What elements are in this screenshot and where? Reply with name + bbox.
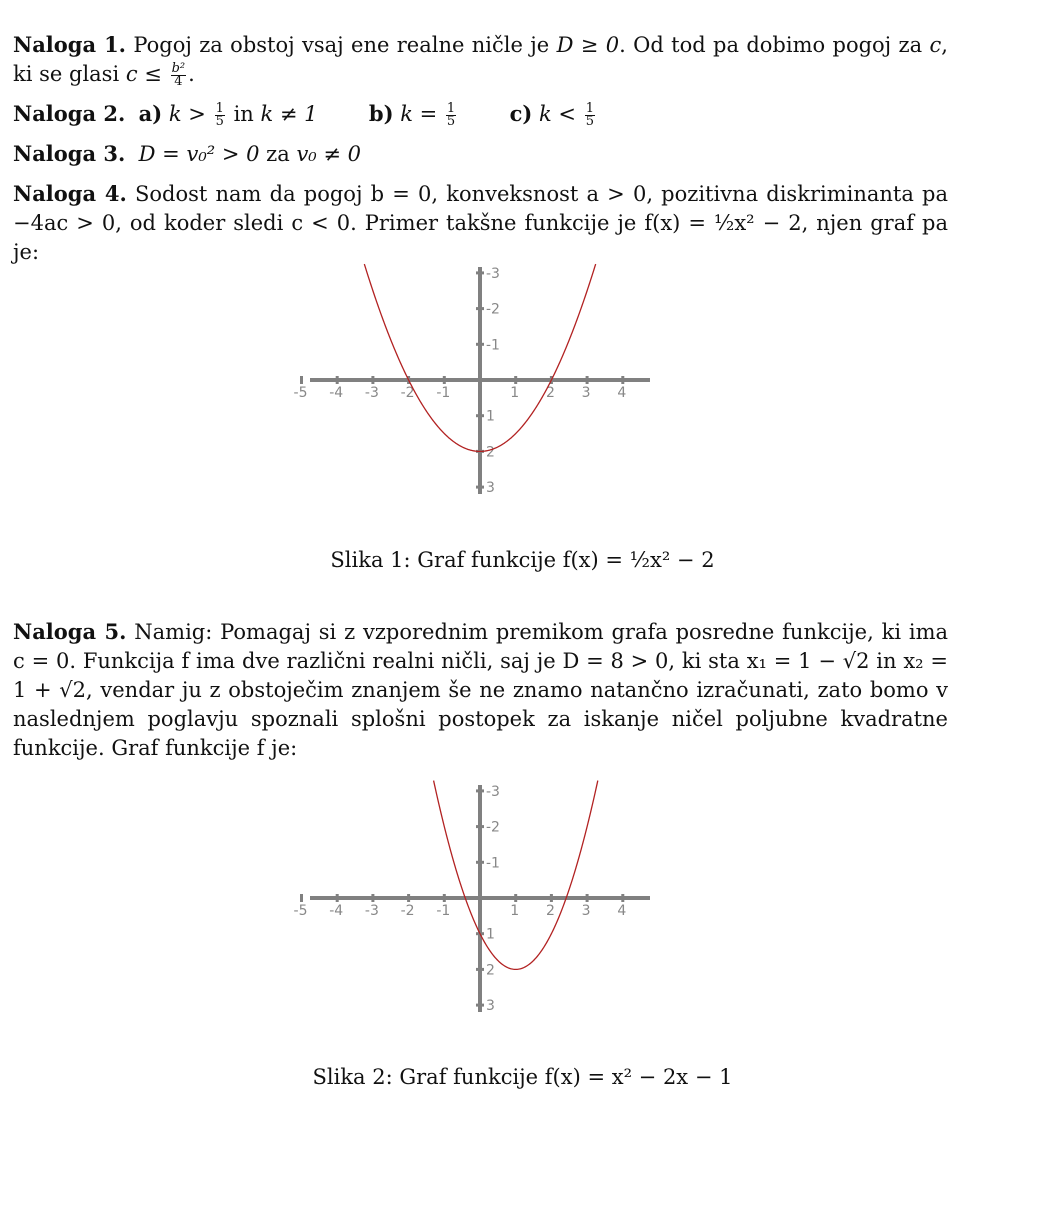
task-4-text: Sodost nam da pogoj b = 0, konveksnost a > 0, pozitivna diskriminanta pa −4ac > 0, od koder sledi c < 0. Primer takšne funkcije je f(x) = ½x² − 2, njen graf pa je: (13, 182, 948, 264)
task-4-label: Naloga 4. (13, 181, 127, 206)
task-2-b-fraction (446, 103, 456, 128)
x-tick-label: -2 (400, 903, 415, 919)
x-tick-label: 1 (510, 385, 520, 401)
task-1-math-c: c ≤ (125, 62, 162, 86)
task-1-fraction (171, 63, 187, 88)
task-2-a-fraction (215, 103, 225, 128)
x-tick-label: 1 (510, 903, 520, 919)
x-tick-label: -3 (364, 903, 379, 919)
task-3-label: Naloga 3. (13, 141, 126, 166)
task-1-math-b: c (929, 33, 942, 57)
x-tick-label: -5 (293, 385, 308, 401)
task-5-label: Naloga 5. (13, 619, 127, 644)
task-2-label: Naloga 2. (13, 101, 126, 126)
task-1-label: Naloga 1. (13, 32, 126, 57)
figure-1 (0, 262, 1045, 502)
y-tick-label: 2 (486, 962, 495, 979)
task-1-text-c: , ki se glasi (13, 33, 948, 86)
task-2-a-text: in (233, 102, 254, 126)
document-body (13, 30, 948, 277)
task-2-b-math: k = (400, 102, 438, 126)
figure-2 (0, 780, 1045, 1020)
x-tick-label: -2 (400, 385, 415, 401)
task-1 (13, 30, 948, 89)
task-2-c-label: c) (509, 101, 533, 126)
task-5 (13, 617, 948, 763)
y-tick-label: -2 (486, 301, 500, 318)
task-2-a-label: a) (138, 101, 163, 126)
task-2-b-den: 5 (446, 114, 456, 129)
y-tick-label: 1 (486, 408, 495, 425)
x-tick-label: 4 (617, 385, 627, 401)
x-tick-label: -5 (293, 903, 308, 919)
figure-1-plot (0, 262, 1045, 502)
x-tick-label: -4 (329, 903, 344, 919)
x-tick-label: 2 (545, 903, 555, 919)
y-tick-label: -3 (486, 783, 500, 800)
y-tick-label: -1 (486, 855, 500, 872)
task-2-c-fraction (585, 103, 595, 128)
task-1-text-d: . (188, 62, 195, 86)
function-curve (434, 781, 598, 970)
task-3-math2: v₀ ≠ 0 (296, 142, 362, 166)
x-tick-label: 2 (545, 385, 555, 401)
task-3-math: D = v₀² > 0 (138, 142, 260, 166)
x-tick-label: -1 (436, 903, 451, 919)
task-2-c-num: 1 (585, 101, 594, 116)
task-2-a-math: k > (168, 102, 206, 126)
task-2-a-num: 1 (215, 101, 224, 116)
x-tick-label: 4 (617, 903, 627, 919)
x-tick-label: -1 (436, 385, 451, 401)
task-3 (13, 139, 948, 169)
y-tick-label: 2 (486, 444, 495, 461)
y-tick-label: 3 (486, 480, 495, 497)
task-3-text: za (266, 142, 290, 166)
task-1-text-b: . Od tod pa dobimo pogoj za (619, 33, 923, 57)
task-2-c-math: k < (539, 102, 576, 126)
task-4 (13, 179, 948, 267)
figure-2-caption: Slika 2: Graf funkcije f(x) = x² − 2x − 1 (312, 1065, 733, 1089)
x-tick-label: -3 (364, 385, 379, 401)
task-2-c-den: 5 (585, 114, 594, 129)
figure-1-caption: Slika 1: Graf funkcije f(x) = ½x² − 2 (330, 548, 715, 572)
document-body-2 (13, 617, 948, 773)
task-1-math-a: D ≥ 0 (556, 33, 620, 57)
figure-2-plot (0, 780, 1045, 1020)
x-tick-label: 3 (581, 903, 591, 919)
y-tick-label: -1 (486, 337, 500, 354)
y-tick-label: -3 (486, 265, 500, 282)
task-2-a-den: 5 (215, 114, 224, 129)
task-2 (13, 99, 948, 129)
task-5-text: Namig: Pomagaj si z vzporednim premikom grafa posredne funkcije, ki ima c = 0. Funkcija f ima dve različni realni ničli, saj je D = 8 > 0, ki sta x₁ = 1 − √2 in x₂ = 1 + √2, vendar ju z obstoječim znanjem še ne znamo natančno izračunati, zato bomo v naslednjem poglavju spoznali splošni postopek za iskanje ničel poljubne kvadratne funkcije. Graf funkcije f je: (13, 620, 949, 760)
task-2-b-label: b) (368, 101, 394, 126)
x-tick-label: 3 (581, 385, 591, 401)
task-2-b-num: 1 (446, 101, 456, 116)
task-1-frac-num: b² (171, 61, 186, 76)
y-tick-label: 1 (486, 926, 495, 943)
task-2-a-math2: k ≠ 1 (260, 102, 318, 126)
task-1-frac-den: 4 (174, 74, 183, 89)
y-tick-label: -2 (486, 819, 500, 836)
task-1-text-a: Pogoj za obstoj vsaj ene realne ničle je (133, 33, 550, 57)
y-tick-label: 3 (486, 998, 495, 1015)
x-tick-label: -4 (329, 385, 344, 401)
